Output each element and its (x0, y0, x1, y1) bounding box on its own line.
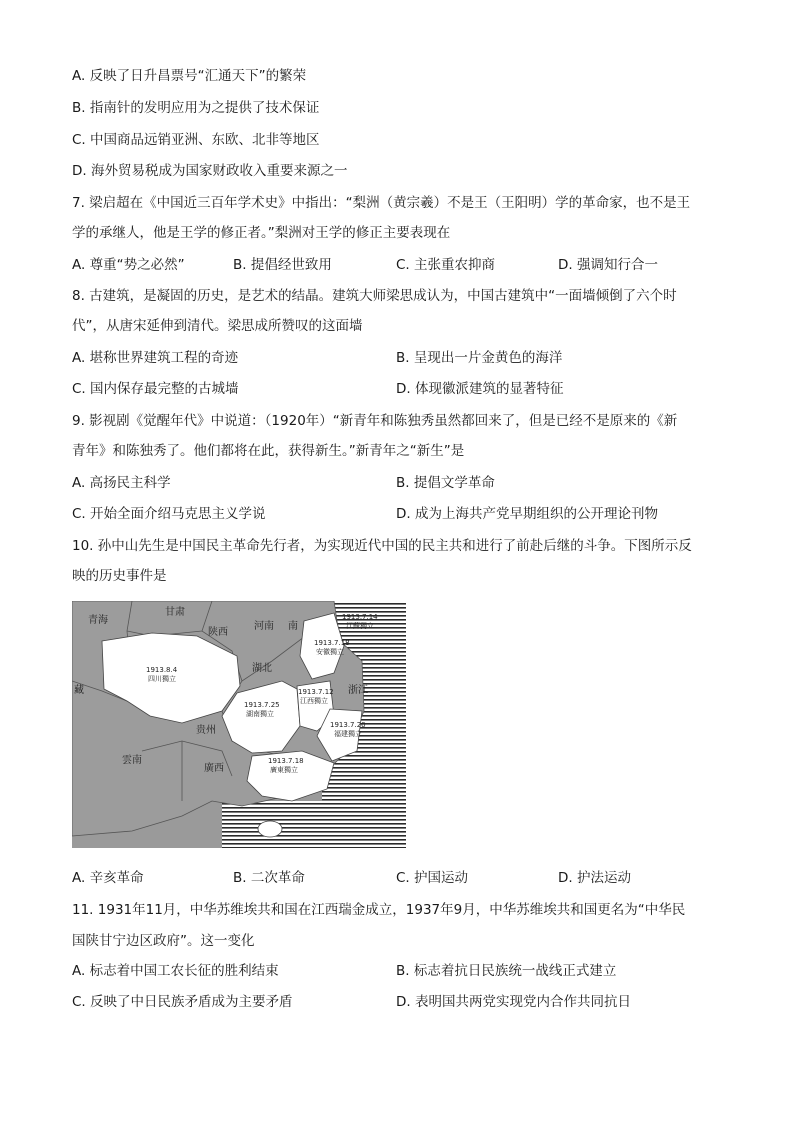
map-label-tibet: 藏 (74, 685, 84, 696)
map-label-gansu: 甘肃 (165, 607, 185, 618)
q8-option-b: B. 呈现出一片金黄色的海洋 (396, 350, 563, 366)
event-label-anhui: 安徽獨立 (316, 648, 344, 656)
q10-option-d: D. 护法运动 (558, 870, 631, 886)
event-date-guangdong: 1913.7.18 (268, 757, 304, 765)
hainan-island (258, 821, 282, 837)
event-label-hunan: 湖南獨立 (246, 710, 274, 718)
map-label-guizhou: 贵州 (196, 725, 216, 736)
event-date-hunan: 1913.7.25 (244, 701, 280, 709)
q11-stem-line2: 国陕甘宁边区政府”。这一变化 (72, 933, 255, 949)
event-date-jiangxi: 1913.7.12 (298, 688, 334, 696)
map-label-south: 南 (288, 621, 298, 632)
q9-option-d: D. 成为上海共产党早期组织的公开理论刊物 (396, 506, 658, 522)
q8-option-c: C. 国内保存最完整的古城墙 (72, 381, 239, 397)
q6-option-c: C. 中国商品远销亚洲、东欧、北非等地区 (72, 132, 320, 148)
event-label-fujian: 福建獨立 (334, 730, 362, 738)
event-date-fujian: 1913.7.20 (330, 721, 366, 729)
map-label-guangxi: 廣西 (204, 763, 224, 774)
q7-option-c: C. 主张重农抑商 (396, 257, 496, 273)
q6-option-a: A. 反映了日升昌票号“汇通天下”的繁荣 (72, 68, 307, 84)
map-label-qinghai: 青海 (88, 615, 108, 626)
q10-option-c: C. 护国运动 (396, 870, 469, 886)
q7-option-d: D. 强调知行合一 (558, 257, 658, 273)
q8-stem-line2: 代”，从唐宋延伸到清代。梁思成所赞叹的这面墙 (72, 318, 363, 334)
event-label-jiangxi: 江西獨立 (300, 697, 328, 705)
q7-stem-line2: 学的承继人，他是王学的修正者。”梨洲对王学的修正主要表现在 (72, 225, 451, 241)
q9-option-c: C. 开始全面介绍马克思主义学说 (72, 506, 266, 522)
q7-option-b: B. 提倡经世致用 (233, 257, 332, 273)
second-revolution-map (72, 601, 406, 848)
q10-stem-line2: 映的历史事件是 (72, 568, 167, 584)
sea-south (222, 801, 406, 848)
q6-option-d: D. 海外贸易税成为国家财政收入重要来源之一 (72, 163, 348, 179)
q8-option-d: D. 体现徽派建筑的显著特征 (396, 381, 564, 397)
q9-stem-line2: 青年》和陈独秀了。他们都将在此，获得新生。”新青年之“新生”是 (72, 443, 465, 459)
q6-option-b: B. 指南针的发明应用为之提供了技术保证 (72, 100, 320, 116)
event-label-guangdong: 廣東獨立 (270, 766, 298, 774)
map-label-zhejiang: 浙江 (348, 685, 368, 696)
event-label-jiangsu: 江蘇獨立 (346, 622, 374, 630)
event-date-sichuan: 1913.8.4 (146, 666, 178, 674)
q9-stem-line1: 9. 影视剧《觉醒年代》中说道：（1920年）“新青年和陈独秀虽然都回来了，但是已经不是原来的《新 (72, 413, 678, 429)
event-date-jiangsu: 1913.7.14 (342, 613, 378, 621)
q11-option-c: C. 反映了中日民族矛盾成为主要矛盾 (72, 994, 293, 1010)
map-label-yunnan: 雲南 (122, 755, 142, 766)
q10-option-a: A. 辛亥革命 (72, 870, 144, 886)
q9-option-a: A. 高扬民主科学 (72, 475, 171, 491)
q8-option-a: A. 堪称世界建筑工程的奇迹 (72, 350, 239, 366)
map-label-henan: 河南 (254, 621, 274, 632)
q7-option-a: A. 尊重“势之必然” (72, 257, 185, 273)
q11-option-b: B. 标志着抗日民族统一战线正式建立 (396, 963, 617, 979)
q11-option-a: A. 标志着中国工农长征的胜利结束 (72, 963, 279, 979)
event-date-anhui: 1913.7.18 (314, 639, 350, 647)
q8-stem-line1: 8. 古建筑，是凝固的历史，是艺术的结晶。建筑大师梁思成认为，中国古建筑中“一面墙倾倒了六个时 (72, 288, 677, 304)
q11-option-d: D. 表明国共两党实现党内合作共同抗日 (396, 994, 631, 1010)
q11-stem-line1: 11. 1931年11月，中华苏维埃共和国在江西瑞金成立，1937年9月，中华苏维埃共和国更名为“中华民 (72, 902, 686, 918)
map-label-shaanxi: 陕西 (208, 627, 228, 638)
event-label-sichuan: 四川獨立 (148, 675, 176, 683)
map-label-hubei: 湖北 (252, 663, 272, 674)
q10-stem-line1: 10. 孙中山先生是中国民主革命先行者，为实现近代中国的民主共和进行了前赴后继的斗争。下图所示反 (72, 538, 692, 554)
q7-stem-line1: 7. 梁启超在《中国近三百年学术史》中指出：“梨洲（黄宗羲）不是王（王阳明）学的革命家，也不是王 (72, 195, 691, 211)
q10-option-b: B. 二次革命 (233, 870, 305, 886)
q9-option-b: B. 提倡文学革命 (396, 475, 495, 491)
